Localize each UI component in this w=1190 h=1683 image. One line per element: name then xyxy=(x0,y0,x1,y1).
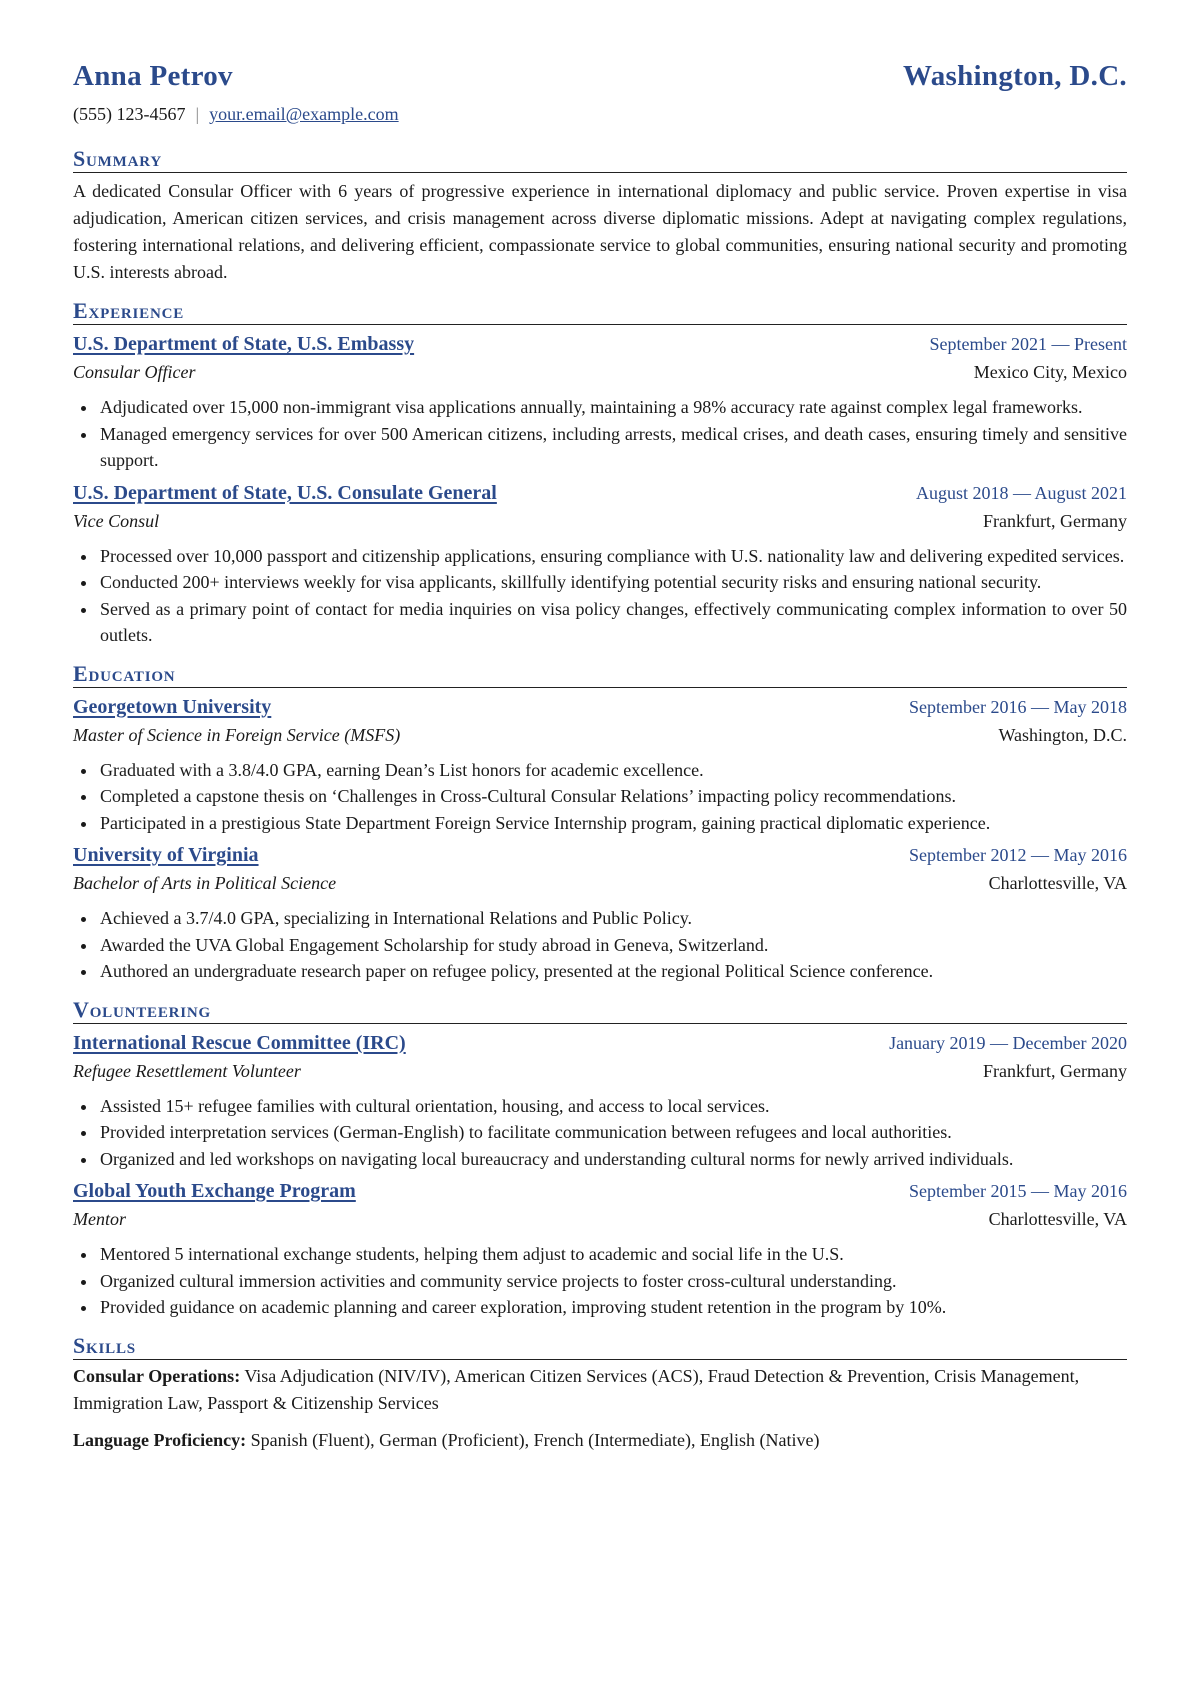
volunteering-entry xyxy=(73,1029,1127,1173)
bullet-item: • Adjudicated over 15,000 non-immigrant visa applications annually, maintaining a 98% accuracy rate against complex legal frameworks. xyxy=(98,394,1127,421)
skill-line xyxy=(73,1427,1127,1454)
entry-dates: August 2018 — August 2021 xyxy=(915,482,1127,503)
bullet-item: • Assisted 15+ refugee families with cultural orientation, housing, and access to local services. xyxy=(98,1093,1127,1120)
education-entry xyxy=(73,693,1127,837)
contact-line xyxy=(73,104,1127,134)
section-title-education: Education xyxy=(73,661,1127,688)
contact-separator: | xyxy=(195,104,200,124)
bullet-item: • Provided guidance on academic planning and career exploration, improving student retention in the program by 10%. xyxy=(98,1294,1127,1321)
skill-value: Visa Adjudication (NIV/IV), American Citizen Services (ACS), Fraud Detection & Prevention, Crisis Management, Immigration Law, Passport & Citizenship Services xyxy=(73,1365,1080,1413)
entry-location: Charlottesville, VA xyxy=(988,1209,1127,1229)
bullet-item: • Served as a primary point of contact for media inquiries on visa policy changes, effectively communicating complex information to over 50 outlets. xyxy=(98,596,1127,649)
bullet-item: • Organized cultural immersion activities and community service projects to foster cross-cultural understanding. xyxy=(98,1268,1127,1295)
experience-entry xyxy=(73,479,1127,649)
skill-value: Spanish (Fluent), German (Proficient), French (Intermediate), English (Native) xyxy=(250,1429,820,1450)
resume-page xyxy=(73,60,1127,1454)
entry-bullets xyxy=(73,1241,1127,1321)
skill-line xyxy=(73,1363,1127,1417)
entry-organization-link[interactable]: Georgetown University xyxy=(73,695,272,718)
entry-bullets xyxy=(73,905,1127,985)
entry-role: Consular Officer xyxy=(73,362,196,382)
entry-dates: September 2016 — May 2018 xyxy=(909,696,1127,717)
candidate-name: Anna Petrov xyxy=(73,60,233,92)
bullet-item: • Conducted 200+ interviews weekly for visa applicants, skillfully identifying potential security risks and ensuring national security. xyxy=(98,569,1127,596)
entry-bullets xyxy=(73,394,1127,474)
entry-organization-link[interactable]: Global Youth Exchange Program xyxy=(73,1180,356,1202)
entry-organization-link[interactable]: U.S. Department of State, U.S. Embassy xyxy=(73,333,415,355)
bullet-item: • Graduated with a 3.8/4.0 GPA, earning Dean’s List honors for academic excellence. xyxy=(98,757,1127,784)
summary-text: A dedicated Consular Officer with 6 years of progressive experience in international diplomacy and public service. Proven expertise in visa adjudication, American citizen services, and crisis management across diverse diplomatic missions. Adept at navigating complex regulations, fostering international relations, and delivering efficient, compassionate service to global communities, ensuring national security and promoting U.S. interests abroad. xyxy=(73,181,1127,282)
volunteering-entry xyxy=(73,1177,1127,1321)
section-title-experience: Experience xyxy=(73,298,1127,325)
bullet-item: • Completed a capstone thesis on ‘Challenges in Cross-Cultural Consular Relations’ impacting policy recommendations. xyxy=(98,783,1127,810)
entry-dates: September 2021 — Present xyxy=(929,334,1127,354)
bullet-item: • Organized and led workshops on navigating local bureaucracy and understanding cultural norms for newly arrived individuals. xyxy=(98,1146,1127,1173)
bullet-item: • Participated in a prestigious State Department Foreign Service Internship program, gaining practical diplomatic experience. xyxy=(98,810,1127,837)
entry-bullets xyxy=(73,757,1127,837)
entry-bullets xyxy=(73,543,1127,649)
email-link[interactable]: your.email@example.com xyxy=(209,104,399,124)
bullet-item: • Authored an undergraduate research paper on refugee policy, presented at the regional Political Science conference. xyxy=(98,958,1127,985)
bullet-item: • Mentored 5 international exchange students, helping them adjust to academic and social life in the U.S. xyxy=(98,1241,1127,1268)
entry-location: Mexico City, Mexico xyxy=(973,362,1127,382)
entry-location: Charlottesville, VA xyxy=(988,873,1127,893)
bullet-item: • Achieved a 3.7/4.0 GPA, specializing in International Relations and Public Policy. xyxy=(98,905,1127,932)
entry-role: Refugee Resettlement Volunteer xyxy=(73,1060,301,1081)
experience-entry xyxy=(73,330,1127,474)
bullet-item: • Awarded the UVA Global Engagement Scholarship for study abroad in Geneva, Switzerland. xyxy=(98,932,1127,959)
resume-header xyxy=(73,60,1127,100)
entry-role: Vice Consul xyxy=(73,510,160,531)
entry-organization-link[interactable]: International Rescue Committee (IRC) xyxy=(73,1031,406,1054)
entry-role: Mentor xyxy=(73,1209,126,1229)
entry-location: Frankfurt, Germany xyxy=(983,1060,1127,1081)
entry-degree: Master of Science in Foreign Service (MSFS) xyxy=(73,724,401,745)
bullet-item: • Processed over 10,000 passport and citizenship applications, ensuring compliance with U.S. nationality law and delivering expedited services. xyxy=(98,543,1127,570)
skill-label: Language Proficiency: xyxy=(73,1429,247,1450)
entry-degree: Bachelor of Arts in Political Science xyxy=(73,873,337,893)
bullet-item: • Provided interpretation services (German-English) to facilitate communication between refugees and local authorities. xyxy=(98,1119,1127,1146)
entry-bullets xyxy=(73,1093,1127,1173)
entry-location: Frankfurt, Germany xyxy=(983,510,1127,531)
entry-dates: September 2012 — May 2016 xyxy=(909,845,1127,865)
entry-dates: January 2019 — December 2020 xyxy=(889,1032,1127,1053)
bullet-item: • Managed emergency services for over 500 American citizens, including arrests, medical crises, and death cases, ensuring timely and sensitive support. xyxy=(98,421,1127,474)
skill-label: Consular Operations: xyxy=(73,1365,241,1386)
education-entry xyxy=(73,841,1127,985)
entry-location: Washington, D.C. xyxy=(998,724,1127,745)
entry-organization-link[interactable]: University of Virginia xyxy=(73,844,259,866)
candidate-location: Washington, D.C. xyxy=(903,60,1127,92)
section-title-volunteering: Volunteering xyxy=(73,997,1127,1024)
entry-organization-link[interactable]: U.S. Department of State, U.S. Consulate General xyxy=(73,481,497,504)
section-title-skills: Skills xyxy=(73,1333,1127,1360)
phone-number: (555) 123-4567 xyxy=(73,104,186,124)
entry-dates: September 2015 — May 2016 xyxy=(909,1181,1127,1201)
section-title-summary: Summary xyxy=(73,146,1127,173)
